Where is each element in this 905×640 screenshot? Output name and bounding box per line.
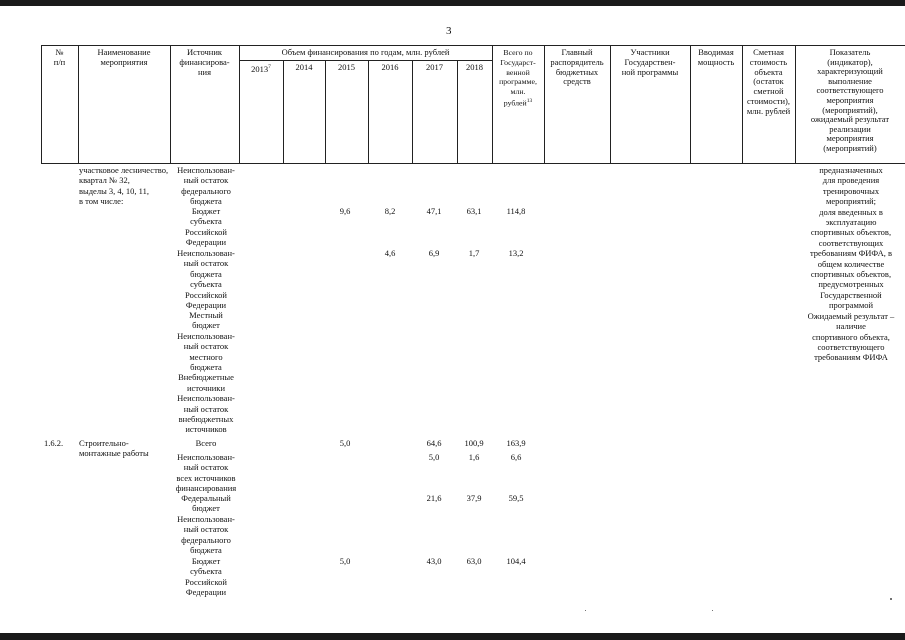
scan-speck (585, 610, 586, 611)
indicator-description: предназначенных для проведения тренировочных мероприятий; доля введенных в эксплуатацию спортивных объектов, соответствующих требованиям ФИФА, в общем количестве спортивных объектов, предусмотренных Государственной программой Ожидаемый результат – наличие спортивного объекта, соответствующего требованиям ФИФА (807, 165, 895, 363)
value-2018: 1,7 (468, 248, 480, 258)
scan-bottom-border (0, 633, 905, 640)
header-estimate-cost: Сметная стоимость объекта (остаток сметной стоимости), млн. рублей (746, 48, 791, 116)
value-2018: 37,9 (466, 493, 482, 503)
value-2015: 5,0 (339, 438, 351, 448)
source-total: Всего (195, 438, 217, 448)
source-subject-budget-2: Бюджет субъекта Российской Федерации (185, 556, 227, 598)
header-year-2015: 2015 (338, 63, 355, 72)
header-year-2018: 2018 (466, 63, 483, 72)
header-bottom-border (41, 163, 905, 164)
value-total: 104,4 (506, 556, 526, 566)
value-2017: 21,6 (426, 493, 442, 503)
value-2018: 1,6 (468, 452, 480, 462)
header-funding-source: Источник финансирова- ния (179, 48, 230, 77)
header-indicator: Показатель (индикатор), характеризующий выполнение соответствующего мероприятия (мероприятий), ожидаемый результат реализации мероприятия (мероприятий) (810, 48, 890, 153)
value-total: 59,5 (508, 493, 524, 503)
value-2018: 100,9 (464, 438, 484, 448)
value-total: 163,9 (506, 438, 526, 448)
header-participants: Участники Государствен- ной программы (621, 48, 679, 77)
header-funding-volume: Объем финансирования по годам, млн. рублей (281, 48, 450, 57)
event-name-forestry: участковое лесничество, квартал № 32, выделы 3, 4, 10, 11, в том числе: (79, 165, 169, 207)
value-2017: 5,0 (428, 452, 440, 462)
value-2017: 64,6 (426, 438, 442, 448)
years-subheader-line (239, 60, 492, 61)
page-number: 3 (446, 25, 452, 37)
source-unused-subject: Неиспользован- ный остаток бюджета субъекта Российской Федерации (177, 248, 235, 311)
col-line (412, 60, 413, 163)
value-total: 13,2 (508, 248, 524, 258)
header-year-2014: 2014 (295, 63, 313, 72)
source-federal: Федеральный бюджет (181, 493, 231, 514)
value-total: 6,6 (510, 452, 522, 462)
source-unused-federal-2: Неиспользован- ный остаток федерального бюджета (177, 514, 235, 556)
col-line (325, 60, 326, 163)
col-line (457, 60, 458, 163)
header-year-2013: 2013$^7$ (251, 63, 271, 74)
header-year-2016: 2016 (381, 63, 399, 72)
header-capacity: Вводимая мощность (697, 48, 735, 67)
header-total-program: Всего по Государст- венной программе, млн. рублей$^{13}$ (499, 48, 537, 108)
value-2016: 8,2 (384, 206, 396, 216)
value-2015: 9,6 (339, 206, 351, 216)
source-subject-budget: Бюджет субъекта Российской Федерации (185, 206, 227, 248)
source-unused-all: Неиспользован- ный остаток всех источников финансирования (175, 452, 237, 494)
scan-speck (712, 610, 713, 611)
value-total: 114,8 (506, 206, 526, 216)
event-number-1-6-2: 1.6.2. (44, 438, 64, 448)
event-name-construction: Строительно- монтажные работы (79, 438, 149, 459)
header-main-manager: Главный распорядитель бюджетных средств (550, 48, 604, 87)
value-2017: 47,1 (426, 206, 442, 216)
value-2015: 5,0 (339, 556, 351, 566)
value-2016: 4,6 (384, 248, 396, 258)
value-2018: 63,0 (466, 556, 482, 566)
source-unused-federal: Неиспользован- ный остаток федерального бюджета (177, 165, 235, 207)
header-event-name: Наименование мероприятия (97, 48, 151, 67)
scan-top-border (0, 0, 905, 6)
value-2018: 63,1 (466, 206, 482, 216)
col-line (283, 60, 284, 163)
header-number: № п/п (53, 48, 66, 67)
col-line (368, 60, 369, 163)
scan-speck (890, 598, 892, 600)
value-2017: 43,0 (426, 556, 442, 566)
source-local-and-extra: Местный бюджет Неиспользован- ный остаток местного бюджета Внебюджетные источники Неиспользован- ный остаток внебюджетных источников (177, 310, 235, 435)
value-2017: 6,9 (428, 248, 440, 258)
header-year-2017: 2017 (426, 63, 443, 72)
